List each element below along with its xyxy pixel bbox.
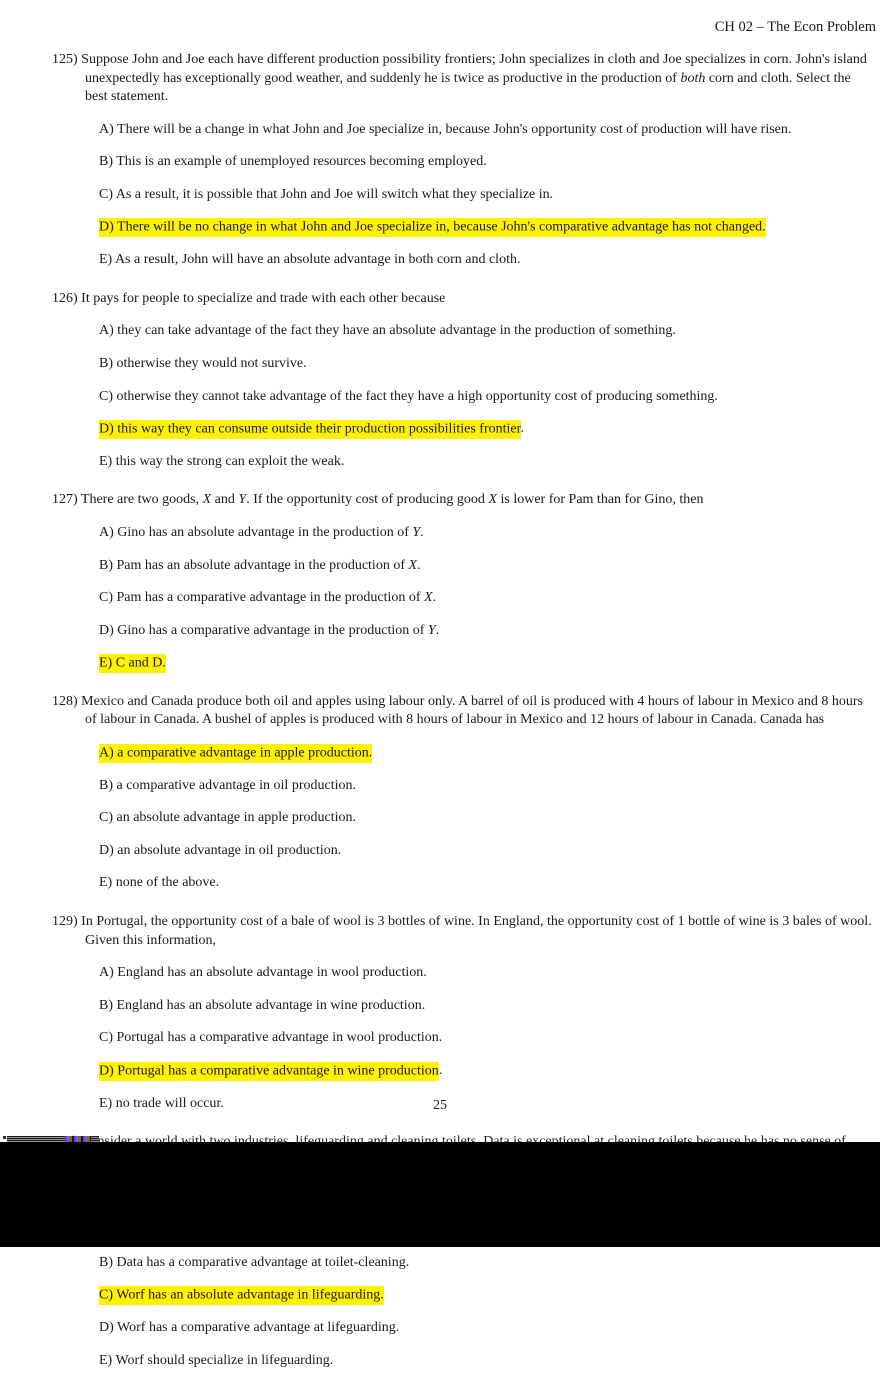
- option-label: C): [99, 590, 113, 606]
- option-text: none of the above.: [112, 875, 220, 891]
- option-text: otherwise they would not survive.: [113, 355, 307, 371]
- answer-option-highlighted: [99, 654, 876, 673]
- option-label: A): [99, 121, 114, 137]
- question-body-segment: There are two goods,: [77, 492, 203, 508]
- answer-option: [99, 186, 876, 205]
- option-label: B): [99, 777, 113, 793]
- option-text: X: [408, 557, 418, 573]
- option-label: E): [99, 453, 113, 469]
- option-text: .: [520, 421, 524, 437]
- option-label: C): [99, 1030, 113, 1046]
- answer-option: [99, 874, 876, 893]
- option-label: A): [99, 744, 114, 763]
- option-label: C): [99, 810, 113, 826]
- option-text: As a result, John will have an absolute advantage in both corn and cloth.: [112, 252, 521, 268]
- question-text: [52, 913, 876, 950]
- option-text: There will be no change in what John and Joe specialize in, because John's comparative advantage has not changed.: [114, 218, 766, 237]
- option-label: C): [99, 388, 113, 404]
- question-text: [52, 51, 876, 107]
- answer-option: [99, 809, 876, 828]
- option-label: B): [99, 355, 113, 371]
- question-number: 126): [52, 290, 78, 306]
- answer-option-highlighted: [99, 420, 876, 439]
- answer-option: [99, 777, 876, 796]
- option-label: C): [99, 186, 113, 202]
- question-body-segment: is lower for Pam than for Gino, then: [497, 492, 704, 508]
- option-label: B): [99, 1255, 113, 1271]
- option-text: no trade will occur.: [112, 1095, 224, 1111]
- answer-option: [99, 557, 876, 576]
- option-text: .: [435, 622, 440, 638]
- question-body-segment: X: [202, 492, 212, 508]
- option-text: Worf has a comparative advantage at lifeguarding.: [113, 1320, 400, 1336]
- answer-option: [99, 524, 876, 543]
- option-text: otherwise they cannot take advantage of the fact they have a high opportunity cost of producing something.: [113, 388, 718, 404]
- question-text: [52, 693, 876, 730]
- question-body-segment: Suppose John and Joe each have different production possibility frontiers; John specializes in cloth and Joe specializes in corn. John's island unexpectedly has exceptionally good weather, and suddenly he is twice as productive in the production of: [77, 52, 867, 86]
- page-header-title: CH 02 – The Econ Problem: [714, 19, 876, 35]
- option-text: Y: [427, 622, 436, 638]
- option-text: this way the strong can exploit the weak.: [112, 453, 345, 469]
- answer-option: [99, 842, 876, 861]
- option-text: Gino has an absolute advantage in the production of: [113, 524, 413, 540]
- option-text: a comparative advantage in apple production.: [114, 744, 373, 763]
- answer-option: [99, 997, 876, 1016]
- answer-option-highlighted: [99, 219, 876, 238]
- option-text: Portugal has a comparative advantage in wool production.: [113, 1030, 443, 1046]
- answer-option: [99, 322, 876, 341]
- answer-option: [99, 1319, 876, 1338]
- question-number: 128): [52, 693, 78, 709]
- page-footer: [0, 1095, 880, 1114]
- option-label: B): [99, 557, 113, 573]
- question-126: [52, 290, 876, 472]
- option-label: B): [99, 154, 113, 170]
- option-text: .: [417, 557, 421, 573]
- option-text: an absolute advantage in oil production.: [113, 842, 342, 858]
- answer-option: [99, 589, 876, 608]
- answer-option: [99, 388, 876, 407]
- answer-option: [99, 1029, 876, 1048]
- option-label: E): [99, 654, 112, 673]
- answer-option: [99, 1352, 876, 1371]
- option-text: Worf has an absolute advantage in lifeguarding.: [113, 1286, 384, 1305]
- question-body-segment: It pays for people to specialize and trade with each other because: [77, 290, 446, 306]
- option-text: an absolute advantage in apple production.: [113, 810, 356, 826]
- option-label: E): [99, 875, 113, 891]
- answer-option-highlighted: [99, 1062, 876, 1081]
- bottom-black-bar: [0, 1142, 880, 1247]
- option-label: C): [99, 1286, 113, 1305]
- question-number: 129): [52, 914, 78, 930]
- answer-option-highlighted: [99, 1287, 876, 1306]
- question-125: [52, 51, 876, 270]
- option-label: E): [99, 1352, 113, 1368]
- option-text: There will be a change in what John and Joe specialize in, because John's opportunity cost of production will have risen.: [113, 121, 792, 137]
- question-body-segment: . If the opportunity cost of producing good: [246, 492, 489, 508]
- question-128: [52, 693, 876, 893]
- question-body-segment: corn and cloth. Select the best statement.: [85, 70, 851, 105]
- page-number: 25: [433, 1098, 447, 1113]
- question-127: [52, 491, 876, 673]
- option-text: a comparative advantage in oil production.: [113, 777, 356, 793]
- answer-option: [99, 355, 876, 374]
- answer-option: [99, 964, 876, 983]
- option-text: Data has a comparative advantage at toilet-cleaning.: [113, 1255, 410, 1271]
- option-text: Worf should specialize in lifeguarding.: [112, 1352, 334, 1368]
- option-text: Portugal has a comparative advantage in wine production: [114, 1062, 439, 1081]
- question-body-segment: Mexico and Canada produce both oil and apples using labour only. A barrel of oil is produced with 4 hours of labour in Mexico and 8 hours of labour in Canada. A bushel of apples is produced with 8 hours of labour in Mexico and 12 hours of labour in Canada. Canada has: [77, 693, 863, 728]
- option-label: A): [99, 524, 114, 540]
- question-number: 125): [52, 52, 78, 67]
- option-text: C and D.: [112, 654, 166, 673]
- option-label: E): [99, 252, 113, 268]
- answer-option: [99, 1254, 876, 1273]
- option-text: Y: [412, 524, 421, 540]
- option-text: they can take advantage of the fact they have an absolute advantage in the production of something.: [113, 323, 676, 339]
- question-text: [52, 491, 876, 510]
- option-text: Gino has a comparative advantage in the production of: [113, 622, 428, 638]
- question-body-segment: In Portugal, the opportunity cost of a bale of wool is 3 bottles of wine. In England, the opportunity cost of 1 bottle of wine is 3 bales of wool. Given this information,: [77, 914, 872, 948]
- answer-option-highlighted: [99, 744, 876, 763]
- option-text: Pam has a comparative advantage in the production of: [113, 590, 425, 606]
- question-text: [52, 290, 876, 309]
- question-body-segment: X: [488, 492, 497, 508]
- option-label: D): [99, 842, 114, 858]
- option-text: .: [438, 1063, 443, 1078]
- option-text: As a result, it is possible that John and Joe will switch what they specialize in.: [113, 186, 554, 202]
- option-text: Pam has an absolute advantage in the production of: [113, 557, 409, 573]
- option-text: .: [420, 524, 424, 540]
- option-label: D): [99, 622, 114, 638]
- option-label: D): [99, 1320, 114, 1336]
- option-label: A): [99, 965, 114, 981]
- answer-option: [99, 453, 876, 472]
- question-body-segment: Y: [238, 492, 247, 508]
- option-label: D): [99, 218, 114, 237]
- option-label: A): [99, 323, 114, 339]
- answer-option: [99, 121, 876, 140]
- option-text: England has an absolute advantage in wine production.: [113, 997, 426, 1013]
- answer-option: [99, 251, 876, 270]
- option-label: E): [99, 1095, 113, 1111]
- question-number: 127): [52, 492, 78, 508]
- option-label: D): [99, 420, 114, 439]
- option-text: This is an example of unemployed resources becoming employed.: [113, 154, 487, 170]
- option-text: England has an absolute advantage in wool production.: [113, 965, 427, 981]
- answer-option: [99, 622, 876, 641]
- question-body-segment: both: [680, 70, 706, 86]
- option-label: D): [99, 1062, 114, 1081]
- question-129: [52, 913, 876, 1113]
- option-label: B): [99, 997, 113, 1013]
- question-body-segment: and: [211, 492, 239, 508]
- option-text: .: [432, 590, 437, 606]
- option-text: this way they can consume outside their production possibilities frontier: [114, 420, 521, 439]
- option-text: X: [424, 590, 433, 606]
- answer-option: [99, 153, 876, 172]
